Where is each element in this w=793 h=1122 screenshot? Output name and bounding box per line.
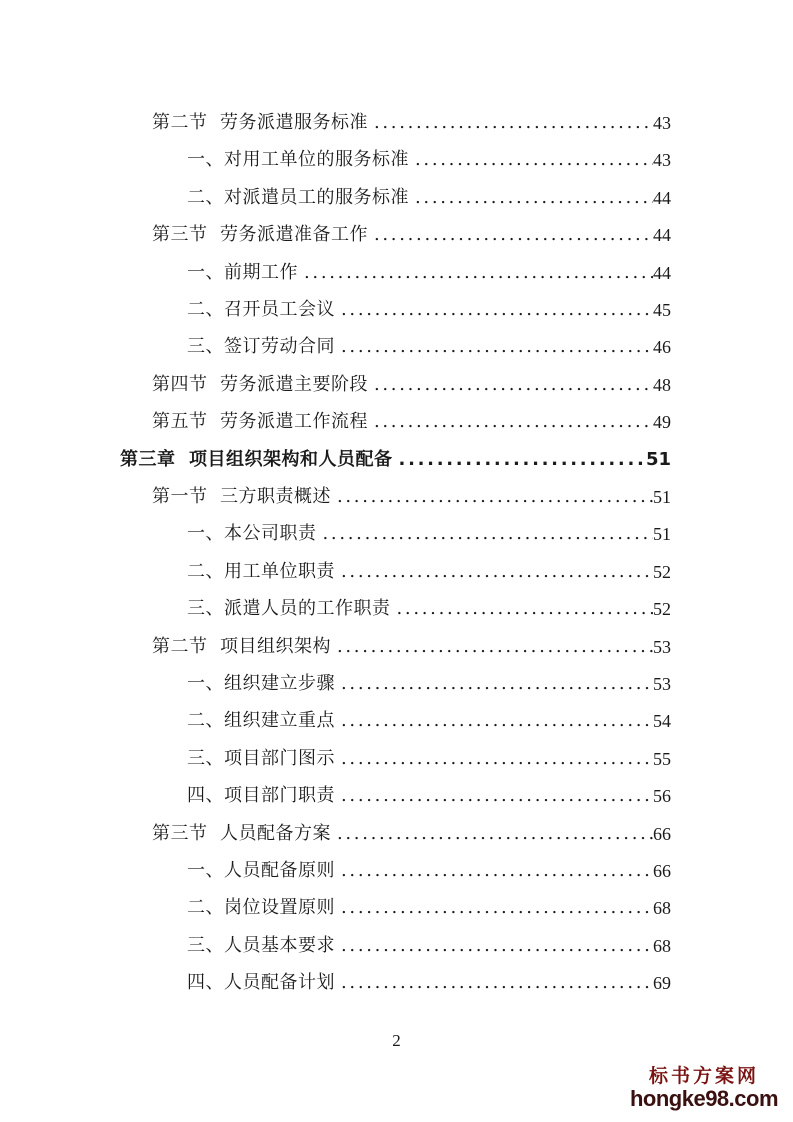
toc-dot-leader [335, 712, 653, 730]
toc-dot-leader [335, 787, 653, 805]
toc-item-entry[interactable] [187, 252, 671, 282]
toc-entry-page: 49 [653, 412, 671, 433]
toc-item-entry[interactable] [187, 177, 671, 207]
toc-entry-label: 一、本公司职责 [187, 523, 317, 545]
toc-entry-label: 二、岗位设置原则 [187, 897, 335, 919]
toc-entry-label: 三、派遣人员的工作职责 [187, 598, 391, 620]
toc-item-entry[interactable] [187, 139, 671, 169]
toc-item-entry[interactable] [187, 962, 671, 992]
toc-entry-page: 43 [653, 150, 671, 171]
site-watermark [629, 1061, 779, 1112]
toc-entry-label: 二、对派遣员工的服务标准 [187, 186, 409, 208]
toc-dot-leader [368, 114, 653, 132]
toc-entry-label: 一、组织建立步骤 [187, 673, 335, 694]
toc-entry-page: 51 [645, 448, 671, 470]
toc-dot-leader [409, 151, 653, 169]
toc-entry-page: 43 [653, 113, 671, 133]
toc-entry-page: 69 [653, 973, 671, 994]
toc-dot-leader [335, 899, 653, 917]
toc-chapter-entry[interactable] [120, 439, 671, 469]
toc-entry-label: 三、人员基本要求 [187, 934, 335, 956]
toc-entry-page: 56 [653, 786, 671, 807]
toc-dot-leader [335, 750, 653, 768]
toc-item-entry[interactable] [187, 850, 671, 880]
toc-entry-label: 二、用工单位职责 [187, 560, 335, 582]
toc-dot-leader [331, 488, 653, 506]
toc-entry-label: 二、组织建立重点 [187, 710, 335, 732]
toc-entry-page: 53 [653, 636, 671, 657]
toc-entry-label: 第四节 劳务派遣主要阶段 [152, 373, 368, 395]
toc-entry-label: 第三节 劳务派遣准备工作 [152, 224, 368, 246]
toc-section-entry[interactable] [152, 401, 671, 431]
toc-dot-leader [335, 338, 653, 356]
toc-entry-page: 53 [653, 674, 671, 694]
toc-item-entry[interactable] [187, 513, 671, 543]
toc-entry-label: 第二节 劳务派遣服务标准 [152, 112, 368, 133]
toc-item-entry[interactable] [187, 775, 671, 805]
toc-dot-leader [331, 638, 653, 656]
toc-dot-leader [335, 675, 653, 693]
page-number: 2 [392, 1031, 401, 1050]
toc-item-entry[interactable] [187, 588, 671, 618]
toc-item-entry[interactable] [187, 289, 671, 319]
toc-entry-label: 一、前期工作 [187, 261, 298, 283]
toc-entry-page: 52 [653, 599, 671, 620]
toc-dot-leader [331, 825, 653, 843]
toc-dot-leader [409, 189, 653, 207]
toc-entry-page: 46 [653, 337, 671, 358]
toc-dot-leader [335, 563, 653, 581]
toc-entry-page: 68 [653, 935, 671, 956]
toc-entry-page: 66 [653, 861, 671, 881]
toc-item-entry[interactable] [187, 925, 671, 955]
toc-dot-leader [368, 376, 653, 394]
toc-entry-page: 54 [653, 711, 671, 732]
toc-entry-page: 66 [653, 823, 671, 844]
toc-dot-leader [335, 937, 653, 955]
toc-entry-label: 一、对用工单位的服务标准 [187, 149, 409, 171]
toc-entry-label: 四、项目部门职责 [187, 785, 335, 807]
toc-section-entry[interactable] [152, 364, 671, 394]
toc-dot-leader [368, 226, 653, 244]
toc-entry-label: 第一节 三方职责概述 [152, 486, 331, 507]
toc-entry-page: 51 [653, 524, 671, 545]
toc-entry-page: 52 [653, 561, 671, 582]
toc-entry-label: 第二节 项目组织架构 [152, 635, 331, 657]
toc-dot-leader [335, 862, 653, 880]
toc-entry-page: 48 [653, 374, 671, 395]
toc-section-entry[interactable] [152, 626, 671, 656]
toc-item-entry[interactable] [187, 738, 671, 768]
toc-entry-label: 三、项目部门图示 [187, 747, 335, 769]
toc-dot-leader [335, 301, 653, 319]
toc-section-entry[interactable] [152, 476, 671, 506]
toc-entry-label: 二、召开员工会议 [187, 299, 335, 320]
toc-entry-page: 45 [653, 300, 671, 320]
toc-entry-page: 44 [653, 225, 671, 246]
toc-entry-page: 68 [653, 898, 671, 919]
toc-dot-leader [298, 264, 653, 282]
watermark-url: hongke98.com [629, 1086, 779, 1111]
toc-dot-leader [368, 413, 653, 431]
toc-entry-label: 第三章 项目组织架构和人员配备 [120, 448, 393, 470]
toc-entry-label: 第三节 人员配备方案 [152, 822, 331, 844]
toc-entry-page: 51 [653, 487, 671, 507]
toc-dot-leader [335, 974, 653, 992]
toc-dot-leader [317, 525, 654, 543]
toc-section-entry[interactable] [152, 813, 671, 843]
toc-item-entry[interactable] [187, 663, 671, 693]
toc-entry-page: 44 [653, 262, 671, 283]
watermark-title: 标书方案网 [648, 1065, 759, 1087]
toc-dot-leader [391, 600, 654, 618]
toc-entry-page: 55 [653, 748, 671, 769]
toc-item-entry[interactable] [187, 551, 671, 581]
toc-dot-leader [393, 451, 646, 469]
toc-entry-label: 三、签订劳动合同 [187, 336, 335, 358]
toc-entry-label: 第五节 劳务派遣工作流程 [152, 411, 368, 433]
toc-entry-page: 44 [653, 187, 671, 208]
toc-item-entry[interactable] [187, 887, 671, 917]
toc-section-entry[interactable] [152, 102, 671, 132]
toc-item-entry[interactable] [187, 700, 671, 730]
toc-item-entry[interactable] [187, 326, 671, 356]
toc-entry-label: 一、人员配备原则 [187, 860, 335, 881]
toc-section-entry[interactable] [152, 214, 671, 244]
toc-entry-label: 四、人员配备计划 [187, 972, 335, 994]
